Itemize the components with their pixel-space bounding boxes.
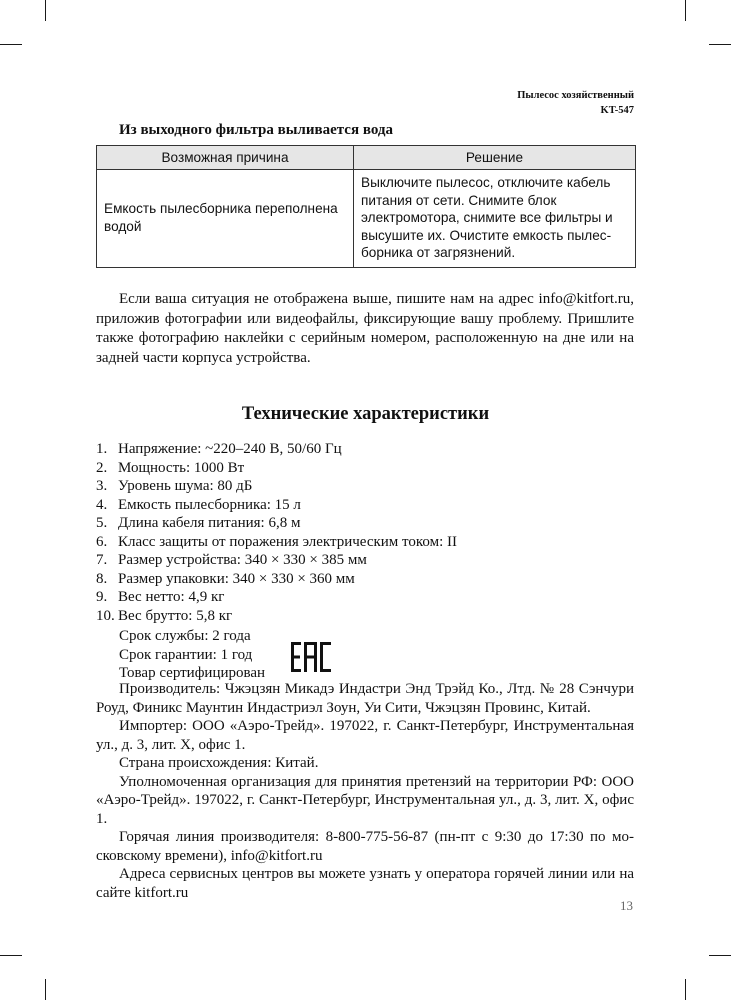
service-centers: Адреса сервисных центров вы можете узнать у оператора горячей линии или на сайте kitfort.ru [96, 866, 634, 901]
column-header-cause: Возможная причина [97, 146, 354, 170]
manufacturer: Производитель: Чжэцзян Микадэ Индастри Энд Трэйд Ко., Лтд. № 28 Сэнчури Роуд, Финикс Маунтин Индастриэл Зоун, Уи Сити, Чжэцзян Провинс, Китай. [96, 681, 634, 716]
list-item-number: 2. [96, 459, 108, 476]
list-item-text: Вес нетто: 4,9 кг [118, 589, 225, 605]
list-item [96, 551, 457, 570]
crop-mark [0, 955, 22, 956]
specs-title: Технические характеристики [241, 404, 490, 424]
list-item [96, 588, 457, 607]
company-info [96, 680, 634, 902]
importer: Импортер: ООО «Аэро-Трейд». 197022, г. Санкт-Петербург, Инструментальная ул., д. 3, лит. X, офис 1. [96, 718, 634, 753]
list-item [96, 607, 457, 626]
country-of-origin: Страна происхождения: Китай. [119, 755, 319, 771]
authorized-organization: Уполномоченная организация для принятия претензий на территории РФ: ООО «Аэро-Трейд». 197022, г. Санкт-Петербург, Инструментальная ул., д. 3, лит. X, офис 1. [96, 773, 634, 827]
list-item-number: 5. [96, 515, 108, 531]
list-item [96, 440, 457, 459]
troubleshooting-table [96, 145, 636, 268]
list-item-text: Напряжение: ~220–240 В, 50/60 Гц [118, 441, 342, 457]
crop-mark [685, 0, 686, 21]
list-item-text: Размер устройства: 340 × 330 × 385 мм [118, 552, 367, 568]
list-item-number: 8. [96, 570, 108, 587]
list-item-text: Мощность: 1000 Вт [118, 459, 245, 476]
hotline: Горячая линия производителя: 8-800-775-56-87 (пн-пт с 9:30 до 17:30 по московскому времени), info@kitfort.ru [96, 829, 634, 864]
list-item [96, 533, 457, 552]
contact-paragraph: Если ваша ситуация не отображена выше, пишите нам на адрес info@kitfort.ru, приложив фотографии или видеофайлы, фиксирующие вашу проблему. Пришлите также фотографию наклейки с серийным номером, расположенную на дне или на задней части корпуса устройства. [96, 291, 634, 367]
crop-mark [45, 979, 46, 1000]
list-item-number: 6. [96, 533, 108, 550]
crop-mark [709, 955, 731, 956]
troubleshooting-heading: Из выходного фильтра выливается вода [119, 122, 393, 138]
list-item-number: 7. [96, 552, 108, 568]
list-item-number: 9. [96, 589, 108, 605]
crop-mark [0, 44, 22, 45]
column-header-solution: Решение [354, 146, 636, 170]
specs-list [96, 440, 457, 625]
list-item-text: Размер упаковки: 340 × 330 × 360 мм [118, 570, 355, 587]
list-item-number: 4. [96, 496, 108, 513]
service-life: Срок службы: 2 года [119, 628, 251, 644]
list-item-text: Емкость пылесборника: 15 л [118, 496, 301, 513]
list-item [96, 477, 457, 496]
table-header-row [97, 146, 636, 170]
table-row [97, 170, 636, 268]
warranty-period: Срок гарантии: 1 год [119, 646, 253, 663]
list-item-number: 10. [96, 607, 115, 624]
list-item [96, 514, 457, 533]
service-info [119, 627, 265, 683]
page-header [517, 88, 634, 118]
crop-mark [45, 0, 46, 21]
crop-mark [685, 979, 686, 1000]
list-item [96, 570, 457, 589]
list-item-number: 3. [96, 478, 108, 494]
crop-mark [709, 44, 731, 45]
page-number: 13 [620, 898, 633, 913]
list-item-text: Вес брутто: 5,8 кг [118, 607, 233, 624]
eac-certification-icon [291, 642, 331, 672]
list-item [96, 496, 457, 515]
solution-cell: Выключите пылесос, отключите кабель питания от сети. Снимите блок электромотора, снимите все фильтры и высушите их. Очистите емкость пылесборника от загрязнений. [354, 170, 636, 268]
list-item-text: Длина кабеля питания: 6,8 м [118, 515, 301, 531]
list-item-number: 1. [96, 441, 108, 457]
list-item-text: Уровень шума: 80 дБ [118, 478, 253, 494]
list-item-text: Класс защиты от поражения электрическим током: II [118, 533, 458, 550]
list-item [96, 459, 457, 478]
header-product: Пылесос хозяйственный [517, 90, 634, 101]
cause-cell: Емкость пылесборника переполнена водой [97, 170, 354, 268]
header-model: KT-547 [600, 105, 634, 116]
certification-note: Товар сертифицирован [119, 665, 266, 681]
